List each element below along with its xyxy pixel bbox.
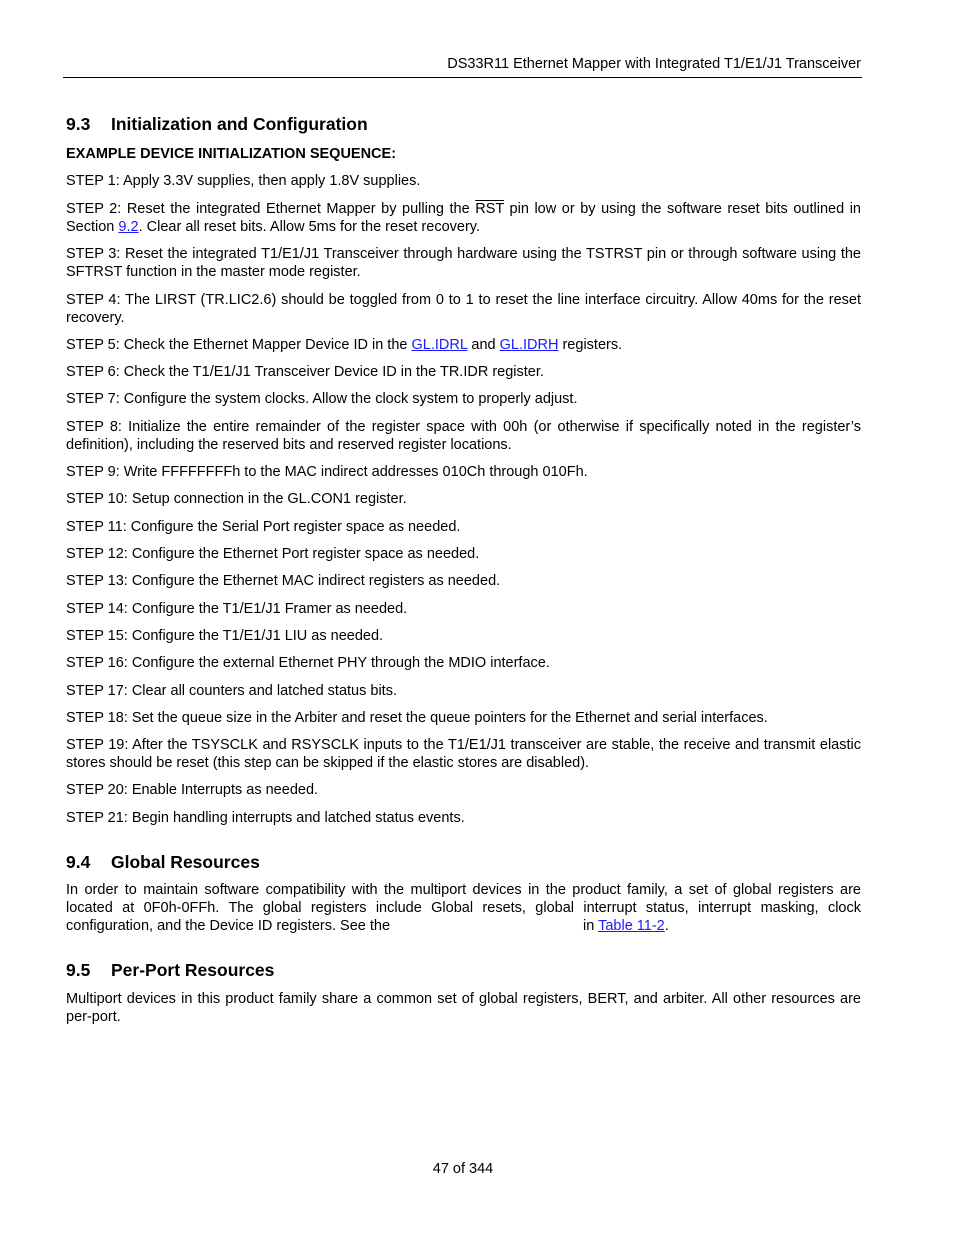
section-title: Per-Port Resources bbox=[111, 960, 275, 980]
step-5-text-a: STEP 5: Check the Ethernet Mapper Device ID in the bbox=[66, 337, 412, 353]
section-number: 9.4 bbox=[66, 852, 91, 872]
per-port-resources-paragraph: Multiport devices in this product family share a common set of global registers, BERT, and arbiter. All other resources are per-port. bbox=[66, 991, 861, 1025]
step-4: STEP 4: The LIRST (TR.LIC2.6) should be toggled from 0 to 1 to reset the line interface circuitry. Allow 40ms for the reset recovery. bbox=[66, 292, 861, 326]
header-rule bbox=[63, 77, 862, 78]
step-15: STEP 15: Configure the T1/E1/J1 LIU as needed. bbox=[66, 628, 384, 644]
global-resources-paragraph bbox=[66, 881, 861, 935]
step-3: STEP 3: Reset the integrated T1/E1/J1 Transceiver through hardware using the TSTRST pin or through software using the SFTRST function in the master mode register. bbox=[66, 246, 861, 280]
step-7: STEP 7: Configure the system clocks. Allow the clock system to properly adjust. bbox=[66, 391, 578, 407]
init-sequence-subtitle: EXAMPLE DEVICE INITIALIZATION SEQUENCE: bbox=[66, 146, 397, 162]
page-number: 47 of 344 bbox=[432, 1161, 494, 1177]
step-18: STEP 18: Set the queue size in the Arbiter and reset the queue pointers for the Ethernet and serial interfaces. bbox=[66, 710, 768, 726]
step-2 bbox=[66, 200, 861, 236]
step-5 bbox=[66, 336, 861, 354]
section-number: 9.3 bbox=[66, 114, 91, 134]
step-11: STEP 11: Configure the Serial Port register space as needed. bbox=[66, 519, 461, 535]
section-9-5-heading bbox=[66, 960, 274, 981]
section-title: Global Resources bbox=[111, 852, 260, 872]
step-5-text-b: and bbox=[467, 337, 500, 353]
step-5-text-c: registers. bbox=[558, 337, 623, 353]
global-resources-text-c: . bbox=[664, 918, 669, 934]
global-resources-text-b: in bbox=[583, 918, 599, 934]
step-19: STEP 19: After the TSYSCLK and RSYSCLK inputs to the T1/E1/J1 transceiver are stable, the receive and transmit elastic stores should be reset (this step can be skipped if the elastic stores are disabled). bbox=[66, 737, 861, 771]
section-9-3-heading bbox=[66, 114, 368, 135]
step-9: STEP 9: Write FFFFFFFFh to the MAC indirect addresses 010Ch through 010Fh. bbox=[66, 464, 588, 480]
section-number: 9.5 bbox=[66, 960, 91, 980]
table-11-2-link[interactable]: Table 11-2 bbox=[598, 918, 665, 934]
step-21: STEP 21: Begin handling interrupts and latched status events. bbox=[66, 810, 465, 826]
step-6: STEP 6: Check the T1/E1/J1 Transceiver Device ID in the TR.IDR register. bbox=[66, 364, 544, 380]
step-2-text-c: . Clear all reset bits. Allow 5ms for the reset recovery. bbox=[138, 219, 480, 235]
section-9-2-link[interactable]: 9.2 bbox=[118, 219, 139, 235]
gl-idrl-link[interactable]: GL.IDRL bbox=[411, 337, 468, 353]
step-2-text-a: STEP 2: Reset the integrated Ethernet Mapper by pulling the bbox=[66, 201, 476, 217]
global-resources-text-a: In order to maintain software compatibility with the multiport devices in the product family, a set of global registers are located at 0F0h-0FFh. The global registers include Global resets, global interrupt status, interrupt masking, clock configuration, and the Device ID registers. See the bbox=[66, 882, 861, 934]
step-16: STEP 16: Configure the external Ethernet PHY through the MDIO interface. bbox=[66, 655, 550, 671]
rst-signal: $\overline{RST}$ bbox=[475, 201, 504, 217]
gl-idrh-link[interactable]: GL.IDRH bbox=[499, 337, 559, 353]
section-title: Initialization and Configuration bbox=[111, 114, 368, 134]
step-20: STEP 20: Enable Interrupts as needed. bbox=[66, 782, 319, 798]
step-14: STEP 14: Configure the T1/E1/J1 Framer as needed. bbox=[66, 601, 408, 617]
running-header: DS33R11 Ethernet Mapper with Integrated T1/E1/J1 Transceiver bbox=[447, 56, 861, 72]
step-12: STEP 12: Configure the Ethernet Port register space as needed. bbox=[66, 546, 480, 562]
step-8: STEP 8: Initialize the entire remainder of the register space with 00h (or otherwise if specifically noted in the register’s definition), including the reserved bits and reserved register locations. bbox=[66, 419, 861, 453]
step-2-text-b: pin low or by using the software reset bits outlined in Section bbox=[66, 201, 861, 235]
step-10: STEP 10: Setup connection in the GL.CON1 register. bbox=[66, 491, 407, 507]
section-9-4-heading bbox=[66, 852, 260, 873]
step-17: STEP 17: Clear all counters and latched status bits. bbox=[66, 683, 397, 699]
step-13: STEP 13: Configure the Ethernet MAC indirect registers as needed. bbox=[66, 573, 501, 589]
step-1: STEP 1: Apply 3.3V supplies, then apply 1.8V supplies. bbox=[66, 173, 421, 189]
